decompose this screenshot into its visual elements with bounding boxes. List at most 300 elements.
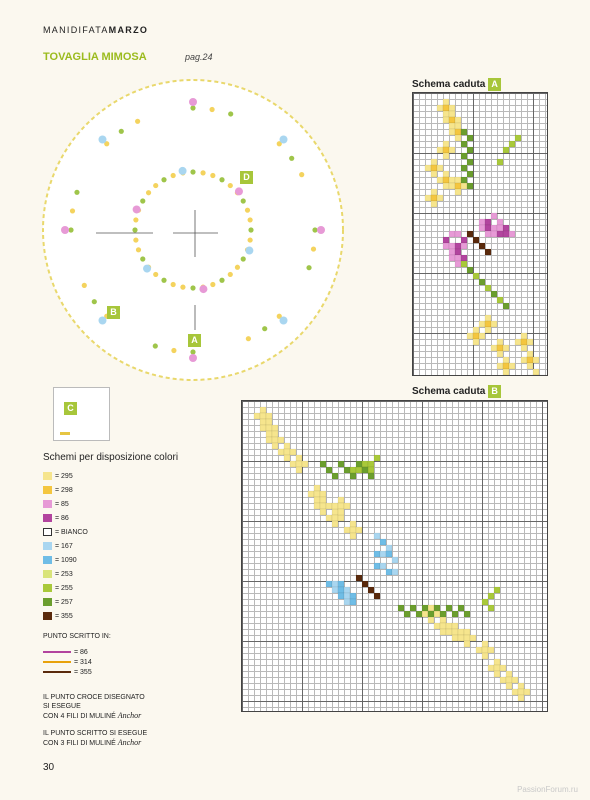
butterfly-stitch [386, 551, 392, 557]
mimosa-stitch [260, 413, 266, 419]
legend-item: = 295 [43, 472, 73, 482]
motif-dot [146, 190, 151, 195]
motif-dot [299, 172, 304, 177]
butterfly-stitch [497, 225, 503, 231]
color-swatch [43, 584, 52, 592]
motif-dot [241, 256, 246, 261]
mimosa-stitch [506, 683, 512, 689]
legend-item: = 255 [43, 584, 73, 594]
mimosa-stitch [506, 677, 512, 683]
motif-dot [98, 135, 106, 143]
mimosa-stitch [443, 99, 449, 105]
mimosa-stitch [266, 431, 272, 437]
mimosa-stitch [521, 357, 527, 363]
mimosa-stitch [350, 527, 356, 533]
motif-dot [119, 129, 124, 134]
butterfly-stitch [497, 219, 503, 225]
mimosa-stitch [497, 345, 503, 351]
mimosa-stitch [485, 327, 491, 333]
mimosa-stitch [455, 123, 461, 129]
mimosa-stitch [449, 183, 455, 189]
mimosa-stitch [437, 177, 443, 183]
mimosa-stitch [308, 491, 314, 497]
mimosa-stitch [332, 503, 338, 509]
stem-stitch [464, 611, 470, 617]
mimosa-stitch [527, 363, 533, 369]
mimosa-stitch [494, 671, 500, 677]
motif-dot [190, 105, 195, 110]
mimosa-stitch [314, 503, 320, 509]
mimosa-stitch [272, 437, 278, 443]
motif-dot [161, 177, 166, 182]
motif-dot [209, 107, 214, 112]
motif-dot [235, 187, 243, 195]
mimosa-stitch [473, 333, 479, 339]
backstitch-line [43, 651, 71, 653]
butterfly-stitch [461, 255, 467, 261]
butterfly-stitch [449, 231, 455, 237]
stem-stitch [404, 611, 410, 617]
legend-item: = 355 [43, 612, 73, 622]
butterfly-stitch [449, 243, 455, 249]
mimosa-stitch [422, 611, 428, 617]
legend-title: Schemi per disposizione colori [43, 452, 179, 463]
corner-placement-box [53, 387, 110, 441]
leaf-stitch [488, 605, 494, 611]
leaf-stitch [362, 461, 368, 467]
mimosa-stitch [431, 201, 437, 207]
mimosa-stitch [467, 333, 473, 339]
motif-dot [153, 183, 158, 188]
mimosa-stitch [356, 527, 362, 533]
mimosa-stitch [458, 629, 464, 635]
magazine-header [43, 25, 148, 35]
motif-dot [133, 205, 141, 213]
mimosa-stitch [482, 647, 488, 653]
leaf-stitch [356, 467, 362, 473]
stem-stitch [446, 605, 452, 611]
butterfly-stitch [485, 225, 491, 231]
butterfly-stitch [455, 249, 461, 255]
butterfly-stitch [386, 569, 392, 575]
mimosa-stitch [284, 449, 290, 455]
mimosa-stitch [527, 357, 533, 363]
legend-item: = 257 [43, 598, 73, 608]
mimosa-stitch [350, 533, 356, 539]
stem-stitch [356, 461, 362, 467]
mimosa-stitch [521, 345, 527, 351]
motif-dot [245, 247, 253, 255]
mimosa-stitch [320, 509, 326, 515]
mimosa-stitch [521, 333, 527, 339]
page-reference: pag.24 [185, 52, 213, 62]
mimosa-stitch [443, 117, 449, 123]
backstitch-note: IL PUNTO SCRITTO SI ESEGUE CON 3 FILI DI MULINÉ Anchor [43, 730, 148, 747]
mimosa-stitch [515, 339, 521, 345]
mimosa-stitch [488, 647, 494, 653]
motif-dot [135, 119, 140, 124]
anchor-logo: Anchor [117, 738, 142, 747]
leaf-stitch [488, 593, 494, 599]
schema-a-pattern [413, 93, 547, 375]
mimosa-stitch [254, 413, 260, 419]
mimosa-stitch [455, 177, 461, 183]
motif-dot [179, 167, 187, 175]
butterfly-stitch [449, 249, 455, 255]
butterfly-stitch [491, 213, 497, 219]
butterfly-stitch [392, 557, 398, 563]
mimosa-stitch [290, 449, 296, 455]
cross-stitch-note: IL PUNTO CROCE DISEGNATO SI ESEGUE CON 4 FILI DI MULINÉ Anchor [43, 694, 145, 720]
mimosa-stitch [497, 339, 503, 345]
motif-dot [190, 169, 195, 174]
butterfly-stitch [338, 587, 344, 593]
motif-dot [140, 256, 145, 261]
mimosa-stitch [518, 683, 524, 689]
mimosa-stitch [482, 641, 488, 647]
mimosa-stitch [449, 111, 455, 117]
mimosa-stitch [503, 345, 509, 351]
mimosa-stitch [482, 653, 488, 659]
mimosa-stitch [440, 617, 446, 623]
butterfly-stitch [380, 551, 386, 557]
mimosa-stitch [320, 491, 326, 497]
mimosa-stitch [314, 485, 320, 491]
motif-dot [189, 98, 197, 106]
legend-item: = BIANCO [43, 528, 88, 538]
butterfly-stitch [497, 231, 503, 237]
leaf-stitch [509, 141, 515, 147]
page-title: TOVAGLIA MIMOSA [43, 51, 147, 63]
stem-stitch [368, 473, 374, 479]
mimosa-stitch [272, 431, 278, 437]
mimosa-stitch [338, 497, 344, 503]
backstitch-item: = 314 [43, 658, 92, 668]
motif-dot [235, 265, 240, 270]
leaf-stitch [350, 467, 356, 473]
motif-dot [248, 237, 253, 242]
butterfly-stitch [509, 231, 515, 237]
color-swatch [43, 528, 52, 536]
stem-stitch [461, 261, 467, 267]
mimosa-stitch [425, 165, 431, 171]
mimosa-stitch [503, 363, 509, 369]
mimosa-stitch [332, 515, 338, 521]
motif-dot [68, 227, 73, 232]
motif-dot [228, 272, 233, 277]
mimosa-stitch [296, 467, 302, 473]
stem-stitch [479, 279, 485, 285]
butterfly-stitch [350, 593, 356, 599]
stem-stitch [428, 611, 434, 617]
motif-dot [161, 278, 166, 283]
butterfly-stitch [344, 587, 350, 593]
color-swatch [43, 556, 52, 564]
body-stitch [479, 243, 485, 249]
body-stitch [485, 249, 491, 255]
mimosa-stitch [443, 147, 449, 153]
mimosa-stitch [497, 363, 503, 369]
motif-dot [180, 285, 185, 290]
tag-d: D [240, 171, 253, 184]
body-stitch [374, 593, 380, 599]
mimosa-stitch [326, 515, 332, 521]
stem-stitch [467, 135, 473, 141]
mimosa-stitch [437, 147, 443, 153]
mimosa-stitch [443, 177, 449, 183]
mimosa-stitch [332, 521, 338, 527]
leaf-stitch [374, 455, 380, 461]
motif-dot [98, 317, 106, 325]
leaf-stitch [503, 147, 509, 153]
mimosa-stitch [284, 455, 290, 461]
stem-stitch [362, 467, 368, 473]
stem-stitch [458, 605, 464, 611]
mimosa-stitch [494, 665, 500, 671]
mimosa-stitch [512, 677, 518, 683]
body-stitch [368, 587, 374, 593]
mimosa-stitch [506, 671, 512, 677]
mimosa-stitch [443, 153, 449, 159]
mimosa-stitch [518, 689, 524, 695]
butterfly-stitch [485, 231, 491, 237]
motif-dot [190, 285, 195, 290]
motif-dot [61, 226, 69, 234]
mimosa-stitch [512, 689, 518, 695]
motif-dot [210, 173, 215, 178]
schema-b-tag: B [488, 385, 501, 398]
stem-stitch [485, 285, 491, 291]
legend-item: = 167 [43, 542, 73, 552]
butterfly-stitch [491, 225, 497, 231]
body-stitch [473, 237, 479, 243]
mimosa-stitch [314, 497, 320, 503]
mimosa-stitch [455, 135, 461, 141]
motif-dot [132, 227, 137, 232]
mimosa-stitch [473, 339, 479, 345]
backstitch-line [43, 661, 71, 663]
mimosa-stitch [296, 455, 302, 461]
mimosa-stitch [260, 425, 266, 431]
mimosa-stitch [455, 129, 461, 135]
mimosa-stitch [443, 105, 449, 111]
mimosa-stitch [266, 419, 272, 425]
page-number: 30 [43, 762, 55, 773]
backstitch-title: PUNTO SCRITTO IN: [43, 633, 111, 640]
butterfly-stitch [338, 581, 344, 587]
mimosa-stitch [446, 629, 452, 635]
color-swatch [43, 598, 52, 606]
stem-stitch [491, 291, 497, 297]
stem-stitch [332, 473, 338, 479]
motif-dot [92, 299, 97, 304]
butterfly-stitch [503, 225, 509, 231]
stem-stitch [320, 461, 326, 467]
motif-dot [262, 326, 267, 331]
stem-stitch [503, 303, 509, 309]
stem-stitch [467, 183, 473, 189]
mimosa-stitch [425, 195, 431, 201]
backstitch-line [43, 671, 71, 673]
stem-stitch [440, 611, 446, 617]
butterfly-stitch [455, 231, 461, 237]
motif-dot [171, 173, 176, 178]
butterfly-stitch [374, 551, 380, 557]
mimosa-stitch [479, 321, 485, 327]
stem-stitch [473, 273, 479, 279]
mimosa-stitch [278, 437, 284, 443]
stem-stitch [461, 129, 467, 135]
stem-stitch [350, 473, 356, 479]
mimosa-stitch [491, 321, 497, 327]
color-swatch [43, 472, 52, 480]
motif-dot [245, 208, 250, 213]
mimosa-stitch [503, 357, 509, 363]
mimosa-stitch [452, 635, 458, 641]
butterfly-stitch [332, 581, 338, 587]
mimosa-stitch [449, 105, 455, 111]
stem-stitch [497, 297, 503, 303]
motif-dot [241, 198, 246, 203]
butterfly-stitch [374, 563, 380, 569]
leaf-stitch [515, 135, 521, 141]
mimosa-stitch [443, 141, 449, 147]
motif-dot [133, 217, 138, 222]
motif-dot [136, 247, 141, 252]
mimosa-stitch [437, 195, 443, 201]
mimosa-stitch [302, 461, 308, 467]
stem-stitch [344, 467, 350, 473]
mimosa-stitch [497, 351, 503, 357]
mimosa-stitch [518, 695, 524, 701]
mimosa-stitch [527, 339, 533, 345]
mimosa-stitch [338, 509, 344, 515]
motif-dot [312, 227, 317, 232]
motif-dot [280, 135, 288, 143]
color-swatch [43, 542, 52, 550]
schema-b-label: Schema caduta B [412, 385, 501, 398]
color-swatch [43, 612, 52, 620]
butterfly-stitch [443, 237, 449, 243]
butterfly-stitch [503, 231, 509, 237]
butterfly-stitch [491, 231, 497, 237]
mimosa-stitch [464, 641, 470, 647]
mimosa-stitch [527, 351, 533, 357]
mimosa-stitch [344, 527, 350, 533]
motif-dot [246, 336, 251, 341]
mimosa-stitch [326, 503, 332, 509]
mimosa-stitch [446, 623, 452, 629]
mimosa-stitch [290, 461, 296, 467]
schema-a-label: Schema caduta A [412, 78, 501, 91]
color-swatch [43, 570, 52, 578]
mimosa-stitch [338, 503, 344, 509]
motif-dot [228, 183, 233, 188]
motif-dot [228, 111, 233, 116]
motif-dot [189, 354, 197, 362]
mimosa-stitch [533, 357, 539, 363]
stem-stitch [416, 611, 422, 617]
mimosa-stitch [491, 345, 497, 351]
mimosa-stitch [440, 623, 446, 629]
mimosa-stitch [443, 183, 449, 189]
mimosa-stitch [434, 623, 440, 629]
mimosa-stitch [494, 659, 500, 665]
stem-stitch [461, 177, 467, 183]
mimosa-stitch [449, 147, 455, 153]
mimosa-stitch [443, 111, 449, 117]
mimosa-stitch [503, 369, 509, 375]
mimosa-stitch [473, 327, 479, 333]
mimosa-stitch [320, 497, 326, 503]
butterfly-stitch [455, 261, 461, 267]
mimosa-stitch [266, 437, 272, 443]
mimosa-stitch [332, 509, 338, 515]
stem-stitch [434, 605, 440, 611]
header-month: MARZO [108, 25, 149, 35]
color-swatch [43, 486, 52, 494]
mimosa-stitch [434, 611, 440, 617]
stem-stitch [410, 605, 416, 611]
mimosa-stitch [284, 443, 290, 449]
mimosa-stitch [458, 635, 464, 641]
mimosa-stitch [272, 425, 278, 431]
butterfly-stitch [344, 593, 350, 599]
motif-dot [70, 208, 75, 213]
motif-dot [200, 170, 205, 175]
mimosa-stitch [533, 369, 539, 375]
mimosa-stitch [449, 177, 455, 183]
motif-dot [199, 285, 207, 293]
stem-stitch [467, 171, 473, 177]
mimosa-stitch [260, 419, 266, 425]
mimosa-stitch [485, 315, 491, 321]
mimosa-stitch [431, 195, 437, 201]
mimosa-stitch [431, 165, 437, 171]
mimosa-stitch [266, 425, 272, 431]
mimosa-stitch [485, 321, 491, 327]
mimosa-stitch [344, 503, 350, 509]
stem-stitch [452, 611, 458, 617]
backstitch-item: = 86 [43, 648, 88, 658]
leaf-stitch [368, 461, 374, 467]
butterfly-stitch [380, 539, 386, 545]
mimosa-stitch [437, 105, 443, 111]
motif-dot [171, 348, 176, 353]
corner-motif-mark [60, 432, 70, 435]
butterfly-stitch [350, 599, 356, 605]
legend-item: = 253 [43, 570, 73, 580]
leaf-stitch [368, 467, 374, 473]
mimosa-stitch [428, 617, 434, 623]
mimosa-stitch [452, 629, 458, 635]
butterfly-stitch [455, 243, 461, 249]
butterfly-stitch [485, 219, 491, 225]
motif-dot [306, 265, 311, 270]
color-swatch [43, 500, 52, 508]
mimosa-stitch [449, 129, 455, 135]
mimosa-stitch [443, 171, 449, 177]
butterfly-stitch [455, 255, 461, 261]
mimosa-stitch [470, 635, 476, 641]
stem-stitch [461, 153, 467, 159]
butterfly-stitch [392, 569, 398, 575]
butterfly-stitch [479, 219, 485, 225]
butterfly-stitch [338, 593, 344, 599]
motif-dot [248, 217, 253, 222]
mimosa-stitch [524, 689, 530, 695]
mimosa-stitch [488, 665, 494, 671]
